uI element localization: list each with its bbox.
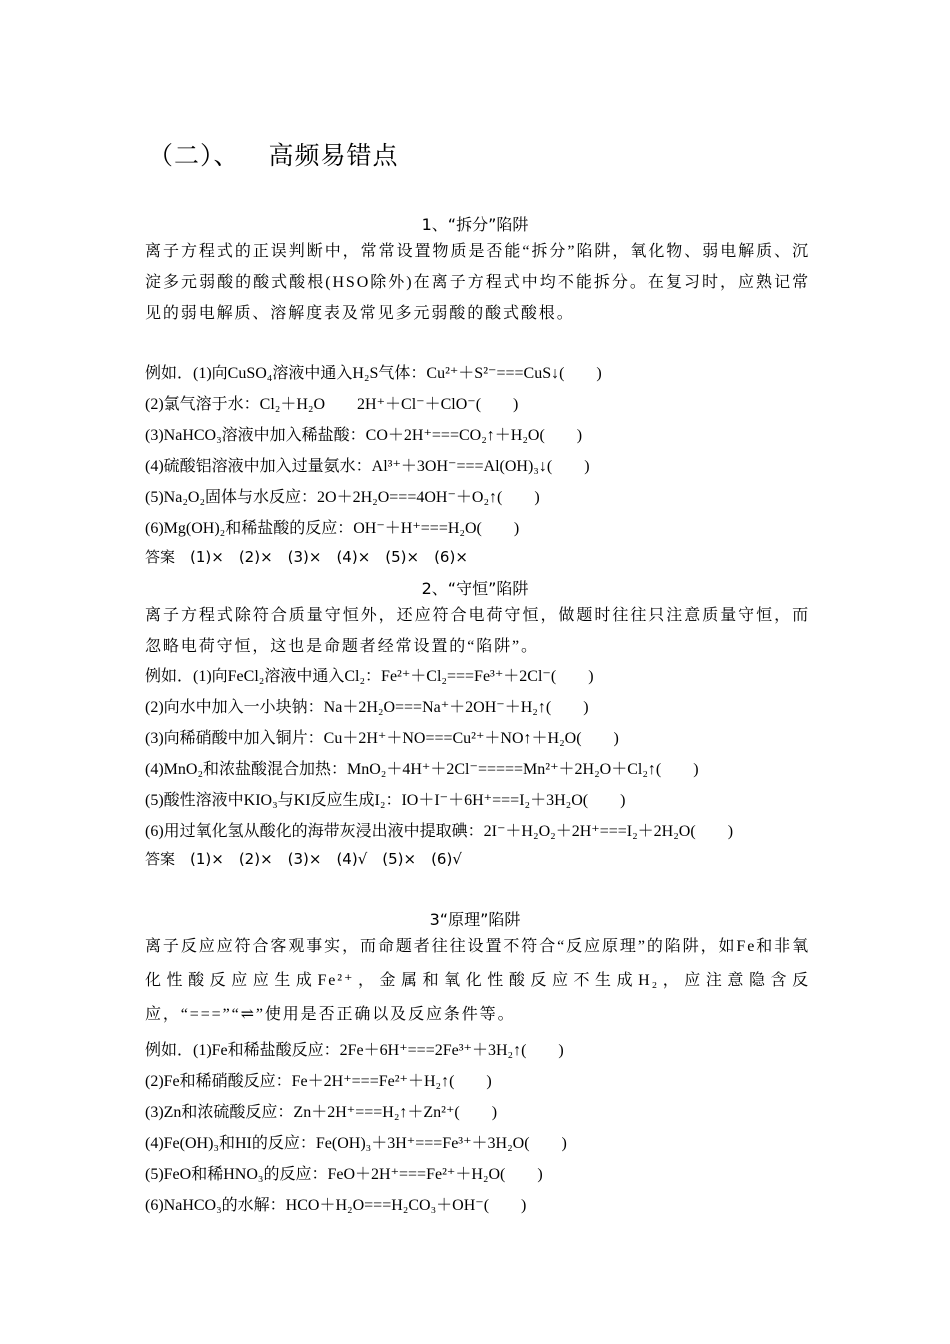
section-1-title: 1、“拆分”陷阱 [421, 215, 529, 234]
section-1-item-2: (2)氯气溶于水：Cl₂＋H₂O 2H⁺＋Cl⁻＋ClO⁻( ) [145, 396, 519, 413]
section-3-item-4: (4)Fe(OH)₃和HI的反应：Fe(OH)₃＋3H⁺===Fe³⁺＋3H₂O( ) [145, 1135, 567, 1152]
section-3-item-2: (2)Fe和稀硝酸反应：Fe＋2H⁺===Fe²⁺＋H₂↑( ) [145, 1073, 492, 1090]
section-3-intro: 离子反应应符合客观事实，而命题者往往设置不符合“反应原理”的陷阱，如Fe和非氧化性酸反应应生成Fe²⁺，金属和氧化性酸反应不生成H₂，应注意隐含反应，“===”“⇌”使用是否正确以及反应条件等。 [145, 938, 810, 1023]
section-2-intro: 离子方程式除符合质量守恒外，还应符合电荷守恒，做题时往往只注意质量守恒，而忽略电荷守恒，这也是命题者经常设置的“陷阱”。 [145, 607, 810, 655]
section-2-title: 2、“守恒”陷阱 [421, 579, 529, 598]
section-2-item-4: (4)MnO₂和浓盐酸混合加热：MnO₂＋4H⁺＋2Cl⁻=====Mn²⁺＋2H₂O＋Cl₂↑( ) [145, 761, 699, 778]
section-3-item-1: 例如．(1)Fe和稀盐酸反应：2Fe＋6H⁺===2Fe³⁺＋3H₂↑( ) [145, 1042, 564, 1059]
section-2-answer: 答案 (1)× (2)× (3)× (4)√ (5)× (6)√ [145, 850, 462, 868]
section-1-answer: 答案 (1)× (2)× (3)× (4)× (5)× (6)× [145, 548, 468, 566]
section-3-item-5: (5)FeO和稀HNO₃的反应：FeO＋2H⁺===Fe²⁺＋H₂O( ) [145, 1166, 543, 1183]
section-3-item-6: (6)NaHCO₃的水解：HCO＋H₂O===H₂CO₃＋OH⁻( ) [145, 1197, 527, 1214]
section-1-item-4: (4)硫酸铝溶液中加入过量氨水：Al³⁺＋3OH⁻===Al(OH)₃↓( ) [145, 458, 590, 475]
section-1-item-1: 例如．(1)向CuSO₄溶液中通入H₂S气体：Cu²⁺＋S²⁻===CuS↓( ) [145, 365, 602, 382]
section-1-item-6: (6)Mg(OH)₂和稀盐酸的反应：OH⁻＋H⁺===H₂O( ) [145, 520, 520, 537]
section-2-item-5: (5)酸性溶液中KIO₃与KI反应生成I₂：IO＋I⁻＋6H⁺===I₂＋3H₂O( ) [145, 792, 626, 809]
section-1-item-3: (3)NaHCO₃溶液中加入稀盐酸：CO＋2H⁺===CO₂↑＋H₂O( ) [145, 427, 583, 444]
section-2-item-2: (2)向水中加入一小块钠：Na＋2H₂O===Na⁺＋2OH⁻＋H₂↑( ) [145, 699, 589, 716]
section-2-item-1: 例如．(1)向FeCl₂溶液中通入Cl₂：Fe²⁺＋Cl₂===Fe³⁺＋2Cl⁻( ) [145, 668, 594, 685]
section-3-title: 3“原理”陷阱 [429, 910, 521, 929]
section-2-item-3: (3)向稀硝酸中加入铜片：Cu＋2H⁺＋NO===Cu²⁺＋NO↑＋H₂O( ) [145, 730, 619, 747]
section-1-item-5: (5)Na₂O₂固体与水反应：2O＋2H₂O===4OH⁻＋O₂↑( ) [145, 489, 540, 506]
page-heading: （二）、 高频易错点 [148, 143, 399, 170]
section-2-item-6: (6)用过氧化氢从酸化的海带灰浸出液中提取碘：2I⁻＋H₂O₂＋2H⁺===I₂＋2H₂O( ) [145, 823, 734, 840]
section-1-intro: 离子方程式的正误判断中，常常设置物质是否能“拆分”陷阱，氧化物、弱电解质、沉淀多元弱酸的酸式酸根(HSO除外)在离子方程式中均不能拆分。在复习时，应熟记常见的弱电解质、溶解度表及常见多元弱酸的酸式酸根。 [145, 243, 810, 322]
section-3-item-3: (3)Zn和浓硫酸反应：Zn＋2H⁺===H₂↑＋Zn²⁺( ) [145, 1104, 498, 1121]
